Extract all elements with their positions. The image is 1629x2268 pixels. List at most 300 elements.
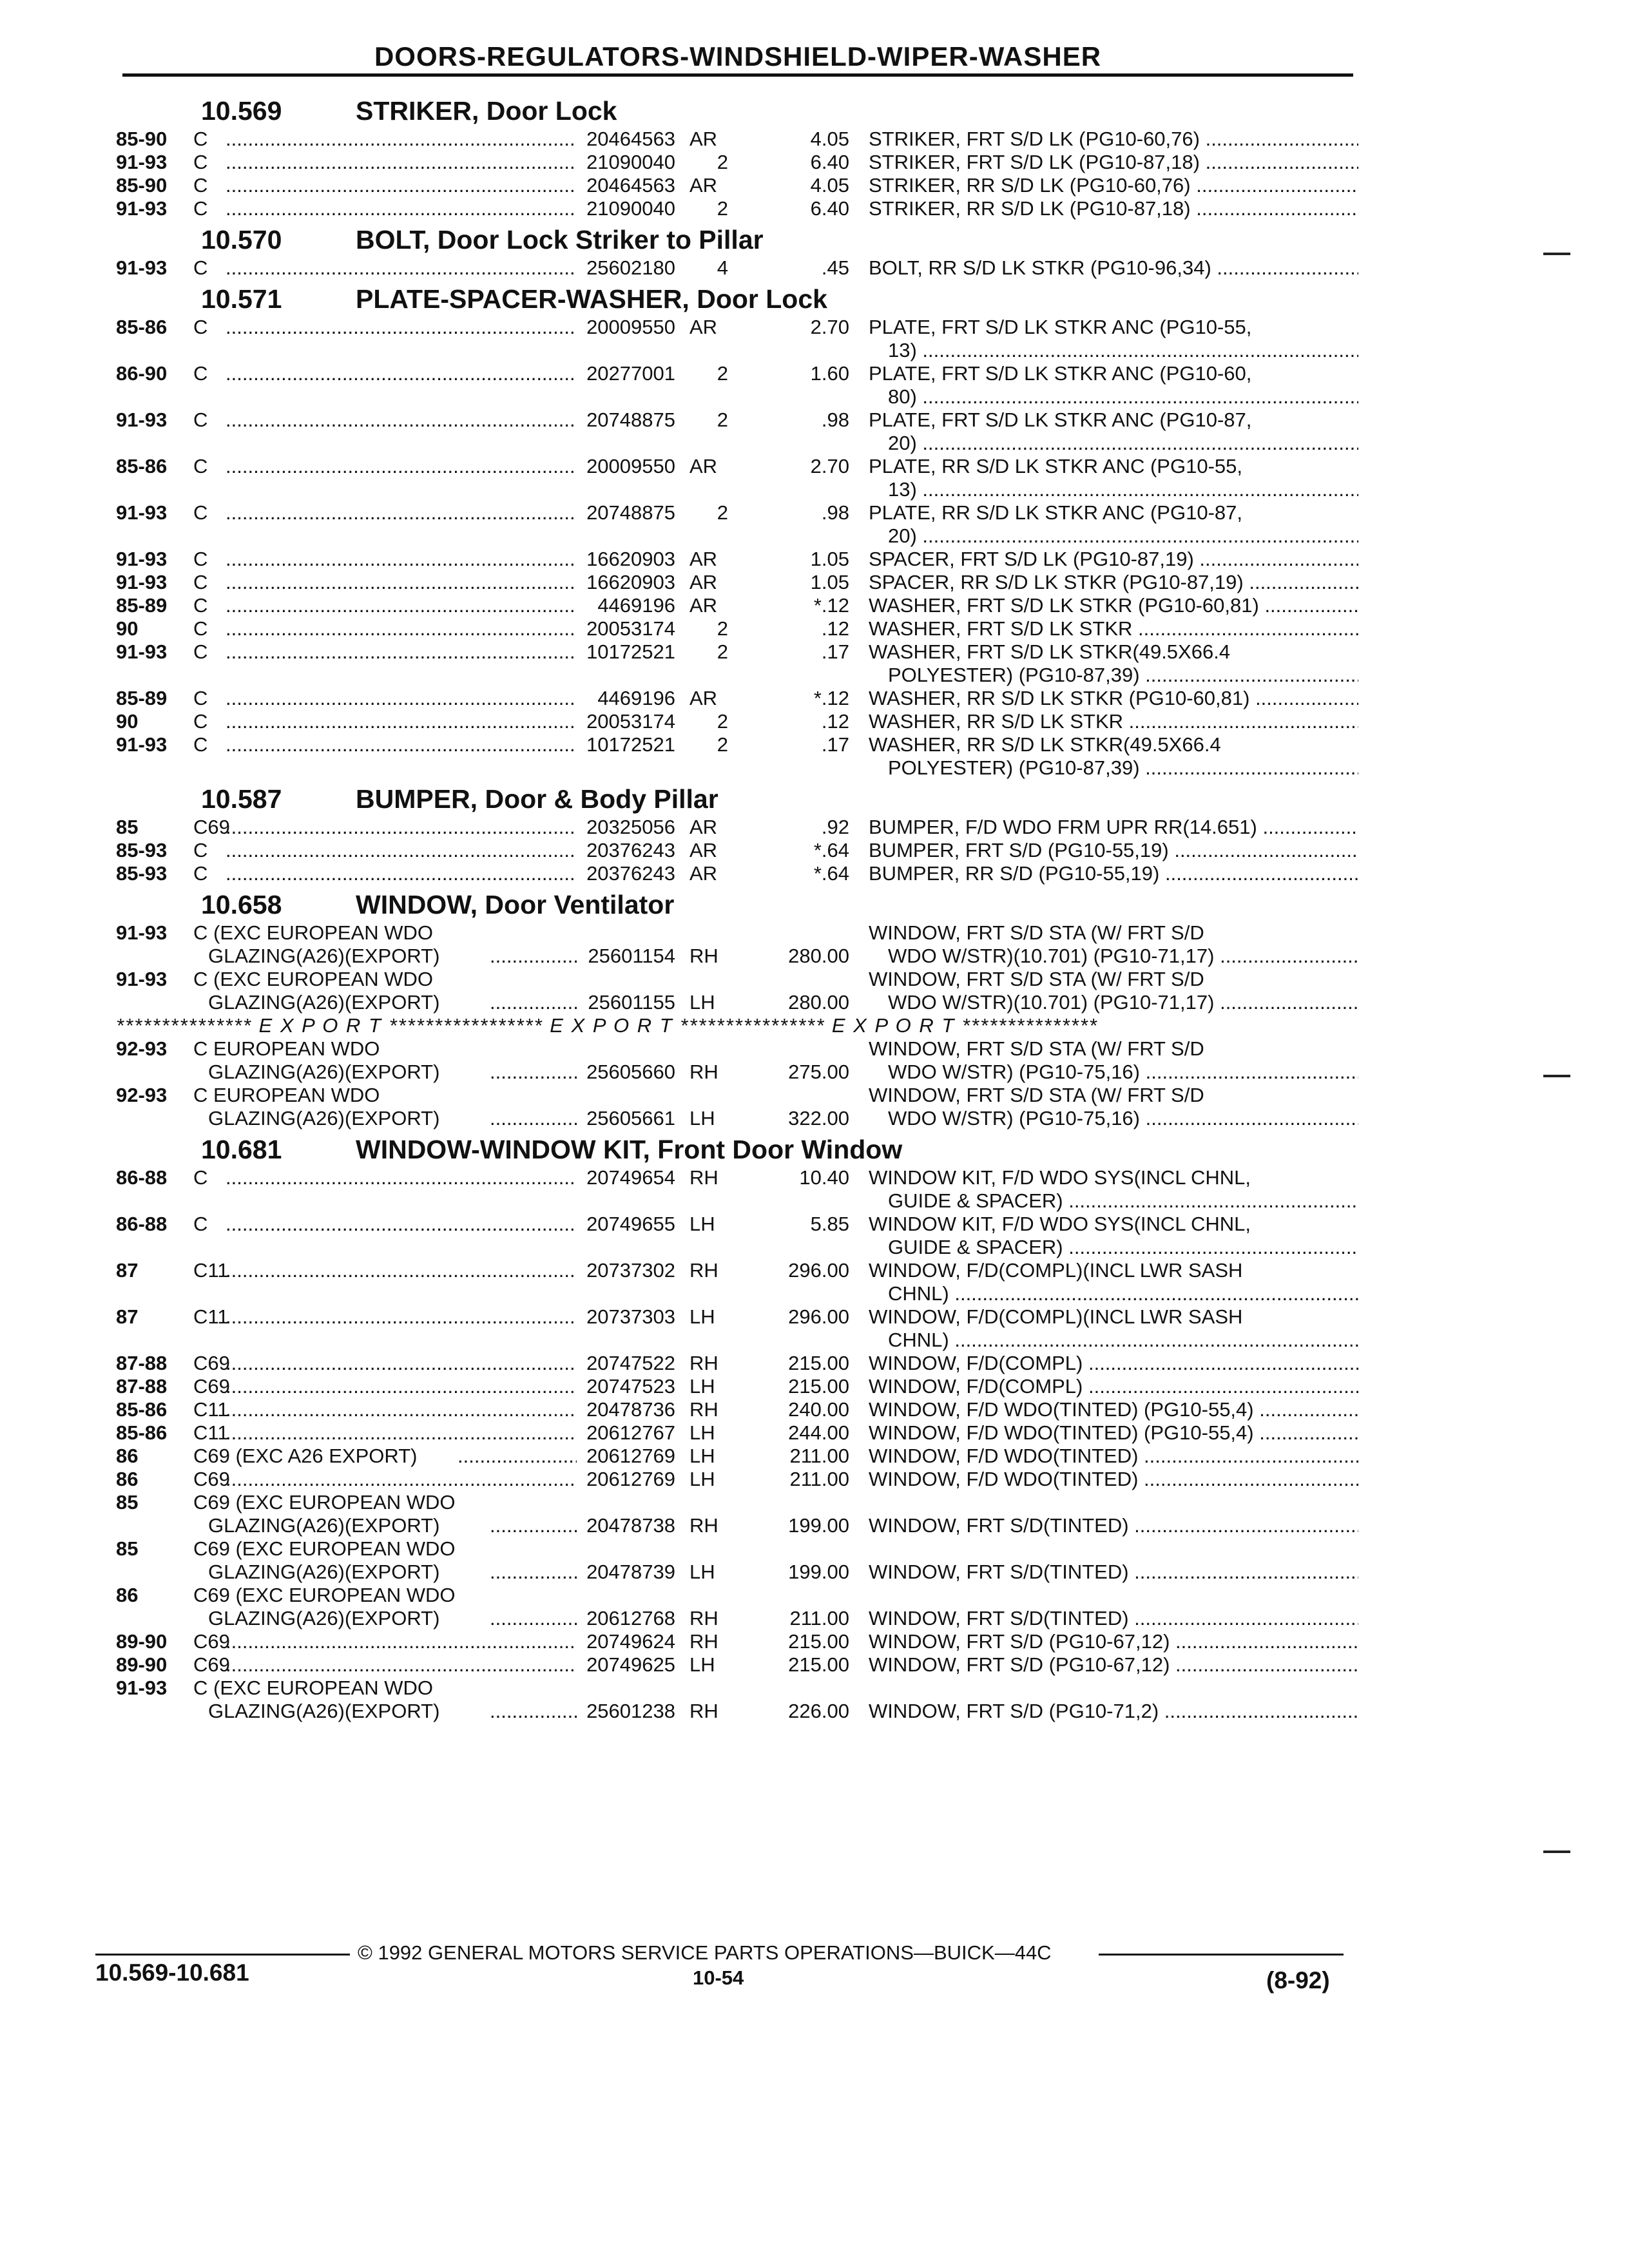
part-number: 20747523: [586, 1375, 675, 1398]
description-continued: CHNL) .....: [888, 1329, 1358, 1352]
description-continued: 20) .....: [888, 524, 1358, 548]
model-code-continued: GLAZING(A26)(EXPORT): [208, 991, 440, 1014]
model-code: C: [193, 362, 208, 385]
part-number: 10172521: [586, 640, 675, 663]
price: 4.05: [810, 174, 849, 197]
description-continued: 13) .....: [888, 478, 1358, 501]
model-years: 91-93: [116, 197, 168, 220]
price: 280.00: [788, 991, 849, 1014]
description: WASHER, FRT S/D LK STKR (PG10-60,81) .....: [869, 594, 1358, 617]
price: 215.00: [788, 1375, 849, 1398]
price: 6.40: [810, 151, 849, 173]
leader-dots: [226, 362, 574, 385]
model-code: C: [193, 316, 208, 338]
model-years: 85-90: [116, 174, 168, 197]
description-continued: WINDOW, FRT S/D (PG10-71,2) .....: [869, 1700, 1358, 1723]
leader-dots: [226, 501, 574, 524]
model-code: C69: [193, 1468, 230, 1490]
part-number: 20612769: [586, 1445, 675, 1467]
footer-rule-left: [95, 1954, 350, 1956]
description: WASHER, RR S/D LK STKR(49.5X66.4: [869, 733, 1221, 756]
section-title: WINDOW-WINDOW KIT, Front Door Window: [356, 1135, 903, 1164]
price: .45: [821, 256, 849, 279]
part-row: [116, 1352, 1360, 1375]
model-years: 91-93: [116, 256, 168, 279]
model-years: 91-93: [116, 733, 168, 756]
part-number: 25601154: [588, 945, 675, 967]
leader-dots: [226, 455, 574, 478]
part-number: 4469196: [597, 687, 675, 709]
page-header-title: DOORS-REGULATORS-WINDSHIELD-WIPER-WASHER: [374, 41, 1102, 72]
model-years: 87-88: [116, 1375, 168, 1398]
section-heading: [116, 1133, 1360, 1166]
part-row: [116, 839, 1360, 862]
model-years: 91-93: [116, 571, 168, 593]
leader-dots: [226, 571, 574, 594]
part-row: [116, 816, 1360, 839]
description: WINDOW, FRT S/D (PG10-67,12) .....: [869, 1653, 1358, 1677]
model-years: 86: [116, 1584, 139, 1606]
model-years: 85-90: [116, 128, 168, 150]
part-row: [116, 316, 1360, 362]
part-number: 20053174: [586, 710, 675, 733]
section-title: WINDOW, Door Ventilator: [356, 890, 675, 919]
quantity: AR: [689, 571, 718, 593]
leader-dots: [226, 1166, 574, 1189]
description: BUMPER, RR S/D (PG10-55,19) .....: [869, 862, 1358, 885]
quantity: RH: [689, 1352, 718, 1374]
price: 215.00: [788, 1630, 849, 1653]
model-years: 89-90: [116, 1630, 168, 1653]
part-row: [116, 617, 1360, 640]
model-code: C: [193, 733, 208, 756]
part-number: 20325056: [586, 816, 675, 838]
section-number: 10.681: [201, 1135, 282, 1164]
model-years: 85: [116, 1491, 139, 1514]
description: WINDOW KIT, F/D WDO SYS(INCL CHNL,: [869, 1166, 1251, 1189]
description: SPACER, RR S/D LK STKR (PG10-87,19) .....: [869, 571, 1358, 594]
part-row: [116, 687, 1360, 710]
part-row: [116, 1584, 1360, 1630]
description-continued: WINDOW, FRT S/D(TINTED) .....: [869, 1514, 1358, 1537]
part-number: 20612769: [586, 1468, 675, 1490]
quantity: RH: [689, 1259, 718, 1282]
model-code: C: [193, 408, 208, 431]
leader-dots: [226, 862, 574, 885]
price: .17: [821, 733, 849, 756]
description: SPACER, FRT S/D LK (PG10-87,19) .....: [869, 548, 1358, 571]
description: PLATE, RR S/D LK STKR ANC (PG10-55,: [869, 455, 1242, 477]
model-code-continued: GLAZING(A26)(EXPORT): [208, 1061, 440, 1083]
description: WINDOW, F/D WDO(TINTED) .....: [869, 1445, 1358, 1468]
part-row: [116, 1259, 1360, 1305]
quantity: 2: [717, 197, 728, 220]
part-row: [116, 128, 1360, 151]
section-title: PLATE-SPACER-WASHER, Door Lock: [356, 284, 827, 314]
model-years: 85-93: [116, 862, 168, 885]
part-row: [116, 1537, 1360, 1584]
description: WINDOW, FRT S/D (PG10-67,12) .....: [869, 1630, 1358, 1653]
model-years: 86: [116, 1445, 139, 1467]
description: WASHER, RR S/D LK STKR .....: [869, 710, 1358, 733]
model-code-continued: GLAZING(A26)(EXPORT): [208, 945, 440, 967]
margin-tick: [1543, 1075, 1570, 1077]
footer-section-range: 10.569-10.681: [95, 1959, 249, 1986]
model-years: 91-93: [116, 548, 168, 570]
model-code: C: [193, 1213, 208, 1235]
part-number: 20749625: [586, 1653, 675, 1676]
quantity: AR: [689, 594, 718, 617]
description-continued: WDO W/STR) (PG10-75,16) .....: [888, 1107, 1358, 1130]
section-heading: [116, 94, 1360, 128]
leader-dots: [226, 640, 574, 664]
description-continued: WDO W/STR)(10.701) (PG10-71,17) .....: [888, 945, 1358, 968]
part-row: [116, 733, 1360, 780]
leader-dots: [226, 687, 574, 710]
description: WINDOW, FRT S/D STA (W/ FRT S/D: [869, 921, 1204, 944]
part-row: [116, 594, 1360, 617]
leader-dots: [226, 1468, 574, 1491]
description: WINDOW, FRT S/D STA (W/ FRT S/D: [869, 1084, 1204, 1106]
price: 215.00: [788, 1352, 849, 1374]
part-number: 20478739: [586, 1561, 675, 1583]
price: *.12: [813, 687, 849, 709]
part-number: 25601238: [586, 1700, 675, 1722]
description-continued: WINDOW, FRT S/D(TINTED) .....: [869, 1607, 1358, 1630]
price: 240.00: [788, 1398, 849, 1421]
part-row: [116, 151, 1360, 174]
part-number: 16620903: [586, 571, 675, 593]
leader-dots: [226, 408, 574, 432]
price: 296.00: [788, 1259, 849, 1282]
leader-dots: [226, 617, 574, 640]
model-code: C69: [193, 1653, 230, 1676]
model-years: 85-86: [116, 1398, 168, 1421]
section-number: 10.658: [201, 890, 282, 919]
part-row: [116, 921, 1360, 968]
model-years: 87: [116, 1305, 139, 1328]
footer-copyright: © 1992 GENERAL MOTORS SERVICE PARTS OPERATIONS—BUICK—44C: [358, 1941, 1052, 1964]
model-code: C11: [193, 1305, 229, 1328]
price: 211.00: [789, 1607, 849, 1629]
part-number: 20478736: [586, 1398, 675, 1421]
model-code: C: [193, 548, 208, 570]
part-number: 20737303: [586, 1305, 675, 1328]
quantity: 2: [717, 640, 728, 663]
quantity: 2: [717, 408, 728, 431]
quantity: LH: [689, 1107, 715, 1129]
part-number: 20478738: [586, 1514, 675, 1537]
leader-dots: [226, 1653, 574, 1677]
price: .98: [821, 501, 849, 524]
quantity: LH: [689, 991, 715, 1014]
model-years: 85: [116, 816, 139, 838]
price: 1.05: [810, 571, 849, 593]
description: WINDOW, F/D WDO(TINTED) (PG10-55,4) .....: [869, 1398, 1358, 1421]
price: *.64: [813, 862, 849, 885]
quantity: 2: [717, 362, 728, 385]
export-divider: *************** E X P O R T ***************** E X P O R T **************** E X P O R T ***************: [116, 1014, 1098, 1037]
section-number: 10.570: [201, 225, 282, 255]
model-code: C: [193, 862, 208, 885]
model-code: C: [193, 455, 208, 477]
part-row: [116, 501, 1360, 548]
part-number: 20749654: [586, 1166, 675, 1189]
part-number: 20749655: [586, 1213, 675, 1235]
footer-page-number: 10-54: [693, 1966, 744, 1989]
model-code-continued: GLAZING(A26)(EXPORT): [208, 1107, 440, 1129]
part-number: 20376243: [586, 839, 675, 861]
price: 1.60: [810, 362, 849, 385]
model-years: 85-89: [116, 594, 168, 617]
description: STRIKER, FRT S/D LK (PG10-60,76) .....: [869, 128, 1358, 151]
model-code: C EUROPEAN WDO: [193, 1037, 380, 1060]
part-row: [116, 1653, 1360, 1677]
part-row: [116, 1445, 1360, 1468]
model-years: 91-93: [116, 640, 168, 663]
model-code: C: [193, 617, 208, 640]
part-row: [116, 362, 1360, 408]
price: 199.00: [788, 1561, 849, 1583]
model-code: C: [193, 640, 208, 663]
description-continued: 20) .....: [888, 432, 1358, 455]
price: 4.05: [810, 128, 849, 150]
model-years: 91-93: [116, 921, 168, 944]
section-title: BOLT, Door Lock Striker to Pillar: [356, 225, 764, 255]
part-row: [116, 548, 1360, 571]
description: WINDOW, F/D(COMPL) .....: [869, 1352, 1358, 1375]
part-row: [116, 571, 1360, 594]
quantity: AR: [689, 128, 718, 150]
quantity: RH: [689, 1061, 718, 1083]
model-years: 86: [116, 1468, 139, 1490]
model-years: 85-86: [116, 1421, 168, 1444]
model-code: C: [193, 1166, 208, 1189]
part-row: [116, 968, 1360, 1014]
model-code: C: [193, 501, 208, 524]
leader-dots: [226, 548, 574, 571]
quantity: RH: [689, 1700, 718, 1722]
model-code: C69: [193, 1375, 230, 1398]
model-code: C: [193, 594, 208, 617]
description: PLATE, FRT S/D LK STKR ANC (PG10-87,: [869, 408, 1252, 431]
quantity: LH: [689, 1375, 715, 1398]
description: WINDOW, F/D(COMPL)(INCL LWR SASH: [869, 1259, 1243, 1282]
leader-dots: [226, 733, 574, 756]
description: PLATE, FRT S/D LK STKR ANC (PG10-60,: [869, 362, 1252, 385]
model-code: C69 (EXC EUROPEAN WDO: [193, 1584, 456, 1606]
part-row: [116, 1084, 1360, 1130]
quantity: LH: [689, 1468, 715, 1490]
model-years: 85-86: [116, 455, 168, 477]
model-code: C69 (EXC EUROPEAN WDO: [193, 1491, 456, 1514]
description-continued: 13) .....: [888, 339, 1358, 362]
model-code: C69 (EXC A26 EXPORT): [193, 1445, 418, 1467]
part-number: 25601155: [588, 991, 675, 1014]
part-number: 20053174: [586, 617, 675, 640]
description: WINDOW KIT, F/D WDO SYS(INCL CHNL,: [869, 1213, 1251, 1235]
price: 211.00: [789, 1468, 849, 1490]
leader-dots: [226, 197, 574, 220]
part-number: 20747522: [586, 1352, 675, 1374]
model-code: C: [193, 174, 208, 197]
part-row: [116, 1398, 1360, 1421]
leader-dots: [226, 1375, 574, 1398]
part-row: [116, 1305, 1360, 1352]
part-number: 25605660: [586, 1061, 675, 1083]
section-title: STRIKER, Door Lock: [356, 96, 617, 126]
model-code: C: [193, 687, 208, 709]
model-years: 86-90: [116, 362, 168, 385]
quantity: LH: [689, 1445, 715, 1467]
model-years: 87: [116, 1259, 139, 1282]
description: STRIKER, FRT S/D LK (PG10-87,18) .....: [869, 151, 1358, 174]
section-title: BUMPER, Door & Body Pillar: [356, 784, 718, 814]
leader-dots: [226, 256, 574, 280]
leader-dots: [226, 1305, 574, 1329]
model-code-continued: GLAZING(A26)(EXPORT): [208, 1561, 440, 1583]
model-code: C: [193, 571, 208, 593]
model-years: 91-93: [116, 1677, 168, 1699]
leader-dots: [226, 1213, 574, 1236]
model-years: 85-93: [116, 839, 168, 861]
model-code: C11: [193, 1398, 229, 1421]
part-row: [116, 710, 1360, 733]
leader-dots: [226, 594, 574, 617]
price: 244.00: [788, 1421, 849, 1444]
price: 6.40: [810, 197, 849, 220]
part-number: 16620903: [586, 548, 675, 570]
part-row: [116, 1375, 1360, 1398]
part-number: 20748875: [586, 408, 675, 431]
price: 275.00: [788, 1061, 849, 1083]
model-years: 85-86: [116, 316, 168, 338]
quantity: AR: [689, 687, 718, 709]
description-continued: GUIDE & SPACER) .....: [888, 1189, 1358, 1213]
price: .92: [821, 816, 849, 838]
part-number: 21090040: [586, 151, 675, 173]
description: STRIKER, RR S/D LK (PG10-87,18) .....: [869, 197, 1358, 220]
part-row: [116, 1037, 1360, 1084]
leader-dots: [226, 1630, 574, 1653]
model-code-continued: GLAZING(A26)(EXPORT): [208, 1700, 440, 1722]
model-years: 92-93: [116, 1084, 168, 1106]
part-number: 20009550: [586, 455, 675, 477]
part-number: 20612767: [586, 1421, 675, 1444]
footer-revision-date: (8-92): [1266, 1967, 1330, 1994]
price: .12: [821, 710, 849, 733]
quantity: LH: [689, 1561, 715, 1583]
description-continued: WINDOW, FRT S/D(TINTED) .....: [869, 1561, 1358, 1584]
quantity: LH: [689, 1213, 715, 1235]
price: .12: [821, 617, 849, 640]
model-code: C11: [193, 1421, 229, 1444]
description: BUMPER, F/D WDO FRM UPR RR(14.651) .....: [869, 816, 1358, 839]
leader-dots: [226, 316, 574, 339]
quantity: 2: [717, 501, 728, 524]
description: WASHER, FRT S/D LK STKR(49.5X66.4: [869, 640, 1231, 663]
price: .98: [821, 408, 849, 431]
leader-dots: [226, 1398, 574, 1421]
part-number: 20464563: [586, 174, 675, 197]
description: BUMPER, FRT S/D (PG10-55,19) .....: [869, 839, 1358, 862]
part-row: [116, 256, 1360, 280]
quantity: 2: [717, 617, 728, 640]
section-number: 10.569: [201, 96, 282, 126]
part-row: [116, 408, 1360, 455]
model-years: 85-89: [116, 687, 168, 709]
description-continued: WDO W/STR) (PG10-75,16) .....: [888, 1061, 1358, 1084]
part-number: 25602180: [586, 256, 675, 279]
part-row: [116, 174, 1360, 197]
parts-listing: [116, 91, 1360, 1723]
description-continued: WDO W/STR)(10.701) (PG10-71,17) .....: [888, 991, 1358, 1014]
description: WASHER, FRT S/D LK STKR .....: [869, 617, 1358, 640]
model-code: C: [193, 128, 208, 150]
description-continued: GUIDE & SPACER) .....: [888, 1236, 1358, 1259]
price: 322.00: [788, 1107, 849, 1129]
part-number: 20277001: [586, 362, 675, 385]
quantity: 2: [717, 733, 728, 756]
quantity: RH: [689, 1398, 718, 1421]
price: 215.00: [788, 1653, 849, 1676]
price: .17: [821, 640, 849, 663]
description: PLATE, RR S/D LK STKR ANC (PG10-87,: [869, 501, 1242, 524]
part-row: [116, 1491, 1360, 1537]
description: WINDOW, F/D WDO(TINTED) .....: [869, 1468, 1358, 1491]
part-row: [116, 1630, 1360, 1653]
price: 1.05: [810, 548, 849, 570]
price: 296.00: [788, 1305, 849, 1328]
description: WINDOW, FRT S/D STA (W/ FRT S/D: [869, 1037, 1204, 1060]
model-code: C69: [193, 1352, 230, 1374]
model-code: C: [193, 197, 208, 220]
part-row: [116, 197, 1360, 220]
part-row: [116, 640, 1360, 687]
description: BOLT, RR S/D LK STKR (PG10-96,34) .....: [869, 256, 1358, 280]
section-heading: [116, 282, 1360, 316]
model-years: 87-88: [116, 1352, 168, 1374]
leader-dots: [226, 710, 574, 733]
part-row: [116, 1166, 1360, 1213]
part-row: [116, 862, 1360, 885]
quantity: RH: [689, 945, 718, 967]
model-code: C69: [193, 816, 230, 838]
model-years: 91-93: [116, 408, 168, 431]
section-number: 10.571: [201, 284, 282, 314]
description: WASHER, RR S/D LK STKR (PG10-60,81) .....: [869, 687, 1358, 710]
description: STRIKER, RR S/D LK (PG10-60,76) .....: [869, 174, 1358, 197]
price: 2.70: [810, 455, 849, 477]
part-number: 4469196: [597, 594, 675, 617]
part-number: 21090040: [586, 197, 675, 220]
part-number: 10172521: [586, 733, 675, 756]
model-code-continued: GLAZING(A26)(EXPORT): [208, 1607, 440, 1629]
model-code-continued: GLAZING(A26)(EXPORT): [208, 1514, 440, 1537]
price: 10.40: [799, 1166, 849, 1189]
price: 5.85: [810, 1213, 849, 1235]
description: WINDOW, FRT S/D STA (W/ FRT S/D: [869, 968, 1204, 990]
model-years: 86-88: [116, 1166, 168, 1189]
leader-dots: [226, 128, 574, 151]
quantity: AR: [689, 316, 718, 338]
model-years: 92-93: [116, 1037, 168, 1060]
quantity: RH: [689, 1514, 718, 1537]
leader-dots: [226, 174, 574, 197]
quantity: AR: [689, 862, 718, 885]
model-code: C (EXC EUROPEAN WDO: [193, 968, 434, 990]
quantity: AR: [689, 839, 718, 861]
